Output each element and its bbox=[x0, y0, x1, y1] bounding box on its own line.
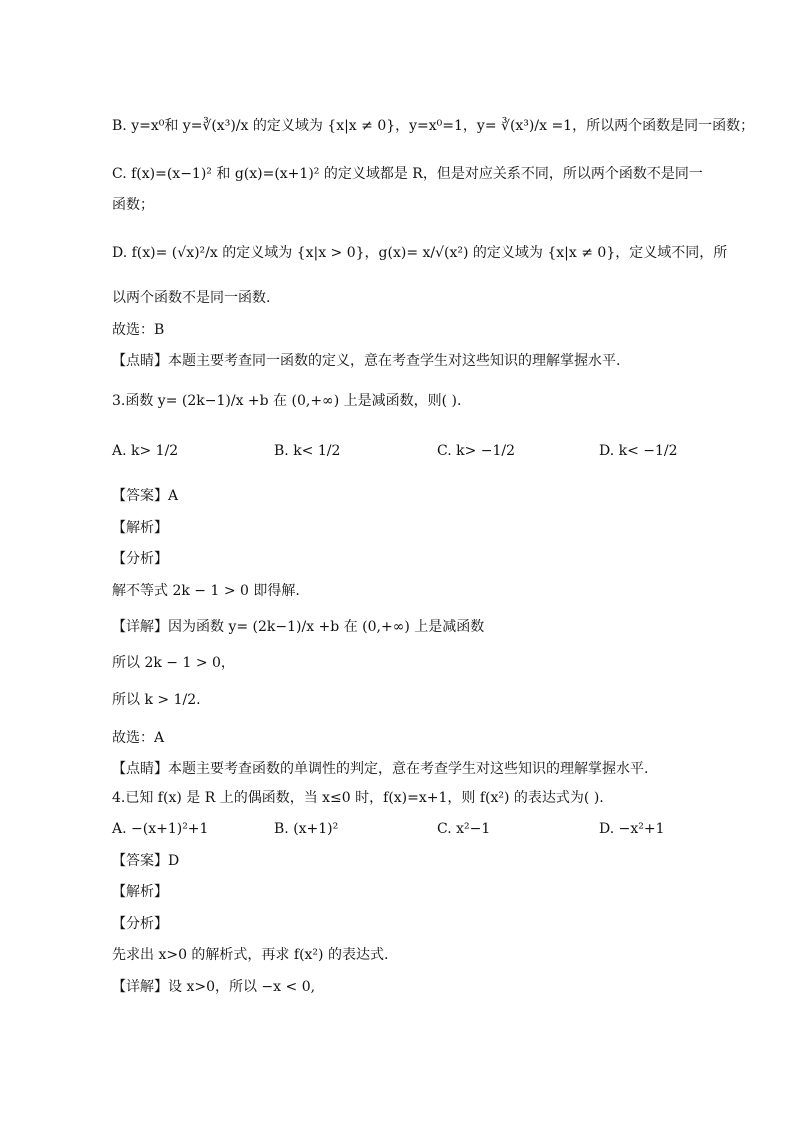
q4-option-c: C. x²−1 bbox=[437, 821, 491, 837]
q4-option-b: B. (x+1)² bbox=[274, 821, 339, 837]
analysis-label-q3: 【解析】 bbox=[112, 520, 168, 536]
analysis-text-q3: 解不等式 2k − 1 > 0 即得解. bbox=[112, 583, 300, 599]
option-b-explanation: B. y=x⁰和 y=∛(x³)/x 的定义域为 {x|x ≠ 0}，y=x⁰=1，y= ∛(x³)/x =1，所以两个函数是同一函数； bbox=[112, 118, 755, 134]
answer-choice-q3: 故选：A bbox=[112, 730, 165, 746]
option-d-explanation: D. f(x)= (√x)²/x 的定义域为 {x|x > 0}，g(x)= x/√(x²) 的定义域为 {x|x ≠ 0}，定义域不同，所 bbox=[112, 245, 728, 261]
detail-q3-step1: 所以 2k − 1 > 0， bbox=[112, 655, 235, 671]
option-c-explanation-cont: 函数； bbox=[112, 197, 154, 213]
analysis-sub-label-q3: 【分析】 bbox=[112, 551, 168, 567]
q4-option-a: A. −(x+1)²+1 bbox=[112, 821, 209, 837]
q3-option-c: C. k> −1/2 bbox=[437, 443, 516, 459]
analysis-label-q4: 【解析】 bbox=[112, 884, 168, 900]
q3-option-b: B. k< 1/2 bbox=[274, 443, 341, 459]
option-c-explanation: C. f(x)=(x−1)² 和 g(x)=(x+1)² 的定义域都是 R，但是对应关系不同，所以两个函数不是同一 bbox=[112, 166, 703, 182]
option-d-explanation-cont: 以两个函数不是同一函数. bbox=[112, 290, 271, 306]
detail-q4: 【详解】设 x>0，所以 −x < 0, bbox=[112, 979, 316, 995]
q3-option-d: D. k< −1/2 bbox=[599, 443, 678, 459]
comment-q2: 【点睛】本题主要考查同一函数的定义，意在考查学生对这些知识的理解掌握水平. bbox=[112, 353, 621, 369]
answer-label-q3: 【答案】A bbox=[112, 488, 179, 504]
question-4: 4.已知 f(x) 是 R 上的偶函数，当 x≤0 时，f(x)=x+1，则 f(x²) 的表达式为( ). bbox=[112, 790, 604, 806]
analysis-text-q4: 先求出 x>0 的解析式，再求 f(x²) 的表达式. bbox=[112, 947, 389, 963]
question-3: 3.函数 y= (2k−1)/x +b 在 (0,+∞) 上是减函数，则( ). bbox=[112, 393, 462, 409]
q4-option-d: D. −x²+1 bbox=[599, 821, 665, 837]
detail-q3: 【详解】因为函数 y= (2k−1)/x +b 在 (0,+∞) 上是减函数 bbox=[112, 619, 485, 635]
answer-label-q4: 【答案】D bbox=[112, 853, 180, 869]
answer-choice-q2: 故选：B bbox=[112, 322, 165, 338]
analysis-sub-label-q4: 【分析】 bbox=[112, 916, 168, 932]
detail-q3-step2: 所以 k > 1/2. bbox=[112, 692, 201, 708]
q3-option-a: A. k> 1/2 bbox=[112, 443, 179, 459]
comment-q3: 【点睛】本题主要考查函数的单调性的判定，意在考查学生对这些知识的理解掌握水平. bbox=[112, 761, 649, 777]
